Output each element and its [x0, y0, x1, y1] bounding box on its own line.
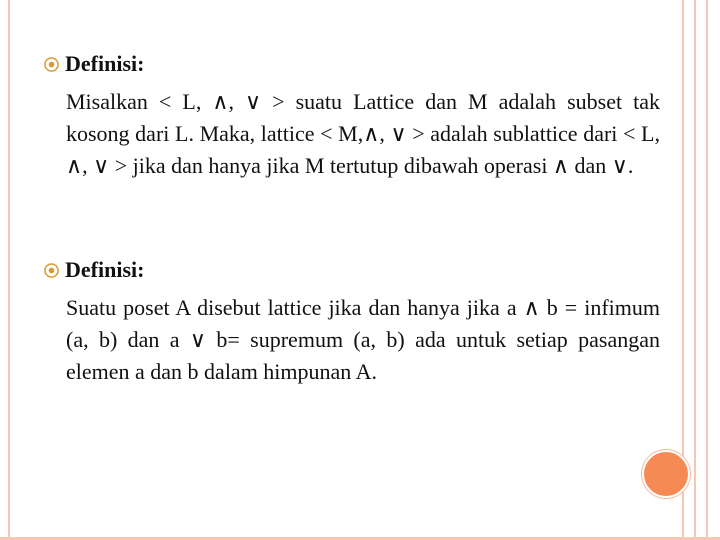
- definition-text-1: Misalkan < L, ∧, ∨ > suatu Lattice dan M adalah subset tak kosong dari L. Maka, lattice < M,∧, ∨ > adalah sublattice dari < L, ∧, ∨ > jika dan hanya jika M tertutup dibawah operasi ∧ dan ∨.: [66, 89, 660, 178]
- definition-heading-1: [44, 50, 660, 78]
- frame-line-right-2: [694, 0, 696, 540]
- definition-block-1: [44, 50, 660, 182]
- frame-line-left: [8, 0, 10, 540]
- sun-bullet-icon: [44, 57, 59, 72]
- definition-text-2: Suatu poset A disebut lattice jika dan hanya jika a ∧ b = infimum (a, b) dan a ∨ b= supremum (a, b) ada untuk setiap pasangan elemen a dan b dalam himpunan A.: [66, 295, 660, 384]
- sun-bullet-icon: [44, 263, 59, 278]
- definition-heading-2: [44, 256, 660, 284]
- definition-heading-text: Definisi:: [65, 257, 145, 282]
- decorative-circle: [642, 450, 690, 498]
- definition-heading-text: Definisi:: [65, 51, 145, 76]
- frame-line-right-3: [706, 0, 708, 540]
- definition-block-2: [44, 256, 660, 388]
